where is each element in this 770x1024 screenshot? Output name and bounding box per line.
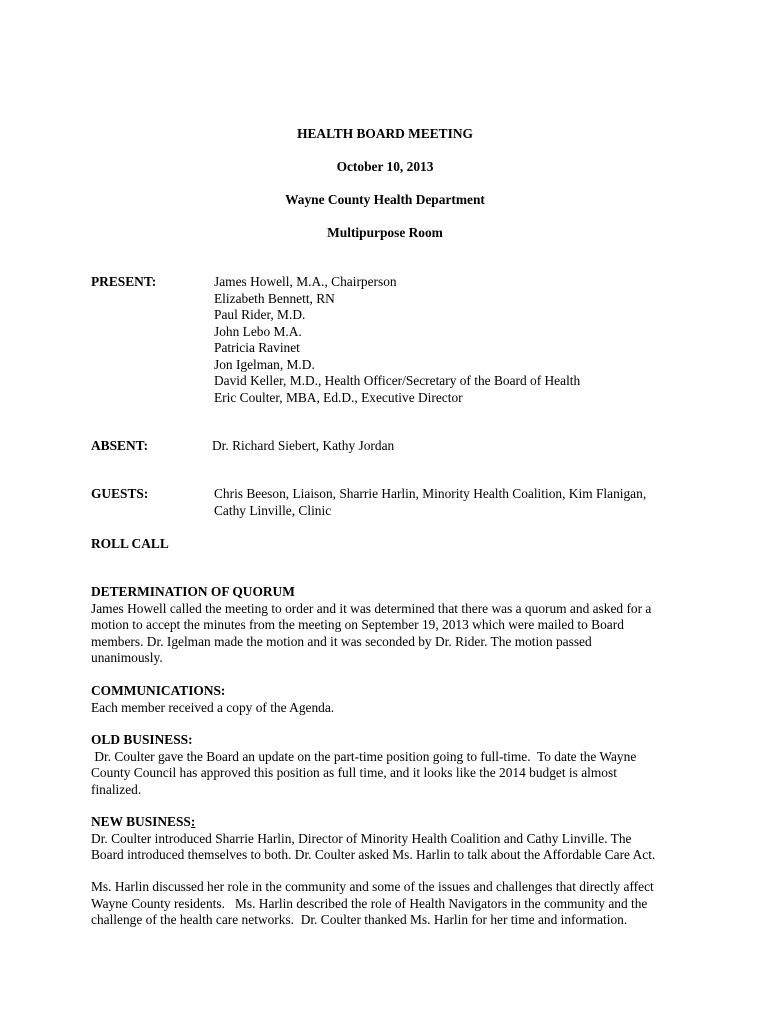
present-member: Paul Rider, M.D. bbox=[214, 307, 306, 322]
organization-name: Wayne County Health Department bbox=[285, 192, 485, 207]
present-member: Patricia Ravinet bbox=[214, 340, 300, 355]
present-member: Elizabeth Bennett, RN bbox=[214, 290, 335, 306]
new-business-line: Dr. Coulter introduced Sharrie Harlin, Director of Minority Health Coalition and Cathy Linville. The bbox=[91, 830, 632, 846]
old-business-heading: OLD BUSINESS: bbox=[91, 732, 193, 747]
new-business-paragraph bbox=[91, 879, 691, 929]
new-business-line: Board introduced themselves to both. Dr. Coulter asked Ms. Harlin to talk about the Affordable Care Act. bbox=[91, 847, 656, 862]
present-label: PRESENT: bbox=[91, 274, 157, 289]
quorum-line: motion to accept the minutes from the meeting on September 19, 2013 which were mailed to Board bbox=[91, 617, 624, 632]
guests-label: GUESTS: bbox=[91, 486, 149, 501]
communications-line: Each member received a copy of the Agenda. bbox=[91, 699, 335, 715]
present-member: James Howell, M.A., Chairperson bbox=[214, 274, 397, 289]
communications-section bbox=[91, 683, 691, 716]
absent-label: ABSENT: bbox=[91, 438, 149, 453]
guests-list bbox=[214, 486, 646, 519]
communications-heading: COMMUNICATIONS: bbox=[91, 683, 226, 698]
present-member: Jon Igelman, M.D. bbox=[214, 356, 315, 372]
present-member: John Lebo M.A. bbox=[214, 323, 302, 339]
old-business-line: County Council has approved this position as full time, and it looks like the 2014 budget is almost bbox=[91, 765, 617, 780]
new-business-heading-row bbox=[91, 814, 691, 831]
new-business-heading-colon: : bbox=[190, 814, 196, 829]
quorum-section bbox=[91, 584, 691, 667]
new-business-paragraph-line: Wayne County residents. Ms. Harlin described the role of Health Navigators in the community and the bbox=[91, 895, 648, 911]
quorum-line: James Howell called the meeting to order and it was determined that there was a quorum and asked for a bbox=[91, 600, 652, 616]
present-list bbox=[214, 274, 580, 406]
meeting-date: October 10, 2013 bbox=[336, 159, 434, 174]
new-business-paragraph-line: Ms. Harlin discussed her role in the community and some of the issues and challenges that directly affect bbox=[91, 879, 654, 894]
roll-call-heading: ROLL CALL bbox=[91, 536, 169, 551]
meeting-location: Multipurpose Room bbox=[327, 225, 443, 240]
meeting-title: HEALTH BOARD MEETING bbox=[297, 126, 473, 141]
old-business-section bbox=[91, 732, 691, 798]
new-business-section bbox=[91, 814, 691, 864]
guests-line: Cathy Linville, Clinic bbox=[214, 502, 332, 518]
present-member: Eric Coulter, MBA, Ed.D., Executive Director bbox=[214, 389, 463, 405]
guests-line: Chris Beeson, Liaison, Sharrie Harlin, Minority Health Coalition, Kim Flanigan, bbox=[214, 486, 647, 501]
quorum-heading: DETERMINATION OF QUORUM bbox=[91, 584, 295, 599]
new-business-paragraph-line: challenge of the health care networks. Dr. Coulter thanked Ms. Harlin for her time and information. bbox=[91, 912, 628, 927]
old-business-line: Dr. Coulter gave the Board an update on the part-time position going to full-time. To date the Wayne bbox=[91, 748, 637, 764]
new-business-heading: NEW BUSINESS bbox=[91, 814, 191, 829]
quorum-line: members. Dr. Igelman made the motion and it was seconded by Dr. Rider. The motion passed bbox=[91, 633, 592, 649]
present-member: David Keller, M.D., Health Officer/Secretary of the Board of Health bbox=[214, 373, 581, 388]
old-business-line: finalized. bbox=[91, 781, 142, 797]
quorum-line: unanimously. bbox=[91, 650, 163, 665]
absent-text: Dr. Richard Siebert, Kathy Jordan bbox=[212, 438, 395, 453]
